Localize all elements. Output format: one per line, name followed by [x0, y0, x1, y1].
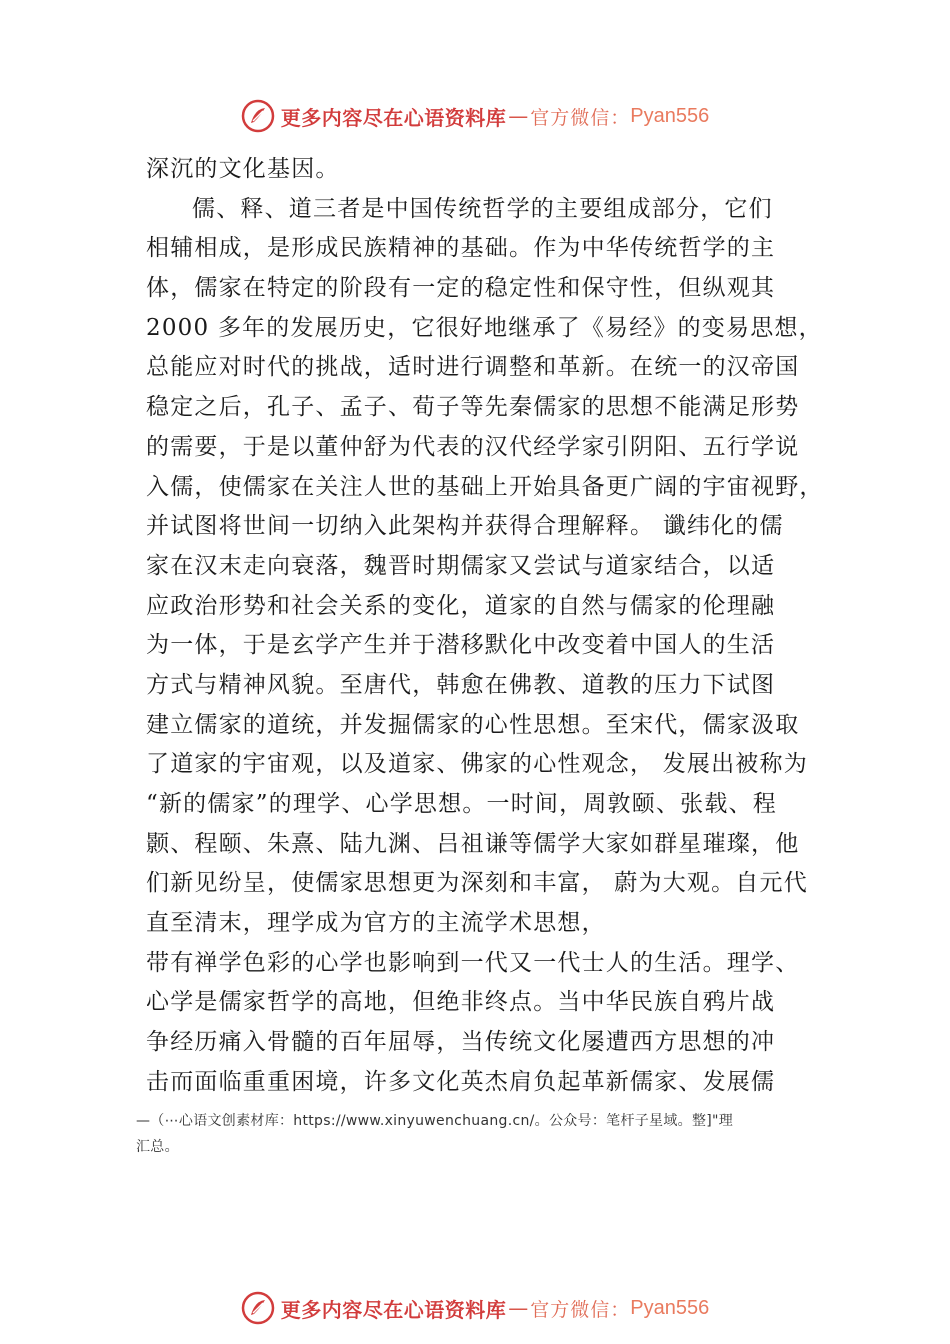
brand-logo-icon: [241, 99, 275, 133]
brand-logo-icon: [241, 1291, 275, 1325]
text-line: 入儒，使儒家在关注人世的基础上开始具备更广阔的宇宙视野，: [146, 473, 824, 500]
text-line: 稳定之后，孔子、孟子、荀子等先秦儒家的思想不能满足形势: [146, 394, 800, 421]
text-line: 击而面临重重困境，许多文化英杰肩负起革新儒家、发展儒: [146, 1068, 776, 1095]
text-line: 深沉的文化基因。: [146, 156, 340, 182]
text-line: 总能应对时代的挑战，适时进行调整和革新。在统一的汉帝国: [146, 354, 800, 381]
text-line: 2000 多年的发展历史，它很好地继承了《易经》的变易思想，: [146, 314, 823, 341]
text-line: 方式与精神风貌。至唐代，韩愈在佛教、道教的压力下试图: [146, 671, 776, 698]
banner-wechat-id: Pyan556: [630, 104, 710, 127]
header-banner: [0, 96, 950, 136]
text-line: 体，儒家在特定的阶段有一定的稳定性和保守性，但纵观其: [146, 275, 776, 302]
text-line: 儒、释、道三者是中国传统哲学的主要组成部分，它们: [192, 195, 773, 222]
text-line: 为一体，于是玄学产生并于潜移默化中改变着中国人的生活: [146, 632, 776, 659]
text-line: 颢、程颐、朱熹、陆九渊、吕祖谦等儒学大家如群星璀璨，他: [146, 830, 800, 857]
footnote-line: 汇总。: [136, 1139, 179, 1155]
text-line: 应政治形势和社会关系的变化，道家的自然与儒家的伦理融: [146, 592, 776, 619]
footnote-line: —（⋯心语文创素材库：https://www.xinyuwenchuang.cn/。公众号：笔杆子星域。整]"理: [136, 1113, 734, 1129]
text-line: 心学是儒家哲学的高地，但绝非终点。当中华民族自鸦片战: [146, 989, 776, 1016]
text-line: 了道家的宇宙观，以及道家、佛家的心性观念， 发展出被称为: [146, 751, 808, 778]
text-line: 带有禅学色彩的心学也影响到一代又一代士人的生活。理学、: [146, 949, 800, 976]
text-line: 相辅相成，是形成民族精神的基础。作为中华传统哲学的主: [146, 235, 776, 262]
text-line: “新的儒家”的理学、心学思想。一时间，周敦颐、张载、程: [146, 791, 777, 817]
banner-dash: —: [508, 104, 529, 128]
banner-dash: —: [508, 1296, 529, 1320]
text-line: 的需要，于是以董仲舒为代表的汉代经学家引阴阳、五行学说: [146, 433, 800, 460]
text-line: 并试图将世间一切纳入此架构并获得合理解释。 谶纬化的儒: [146, 513, 784, 540]
body-text: [146, 150, 846, 1103]
banner-brand-text: 更多内容尽在心语资料库: [280, 1297, 507, 1322]
text-line: 建立儒家的道统，并发掘儒家的心性思想。至宋代，儒家汲取: [146, 711, 800, 738]
text-line: 家在汉末走向衰落，魏晋时期儒家又尝试与道家结合，以适: [146, 552, 776, 579]
banner-official-label: 官方微信：: [530, 106, 631, 129]
banner-brand-text: 更多内容尽在心语资料库: [280, 105, 507, 130]
banner-official-label: 官方微信：: [530, 1298, 631, 1321]
banner-wechat-id: Pyan556: [630, 1296, 710, 1319]
text-line: 争经历痛入骨髓的百年屈辱，当传统文化屡遭西方思想的冲: [146, 1029, 776, 1056]
footer-banner: [0, 1288, 950, 1328]
text-line: 直至清末，理学成为官方的主流学术思想，: [146, 910, 606, 937]
text-line: 们新见纷呈，使儒家思想更为深刻和丰富， 蔚为大观。自元代: [146, 870, 808, 897]
footnote: [136, 1108, 850, 1160]
